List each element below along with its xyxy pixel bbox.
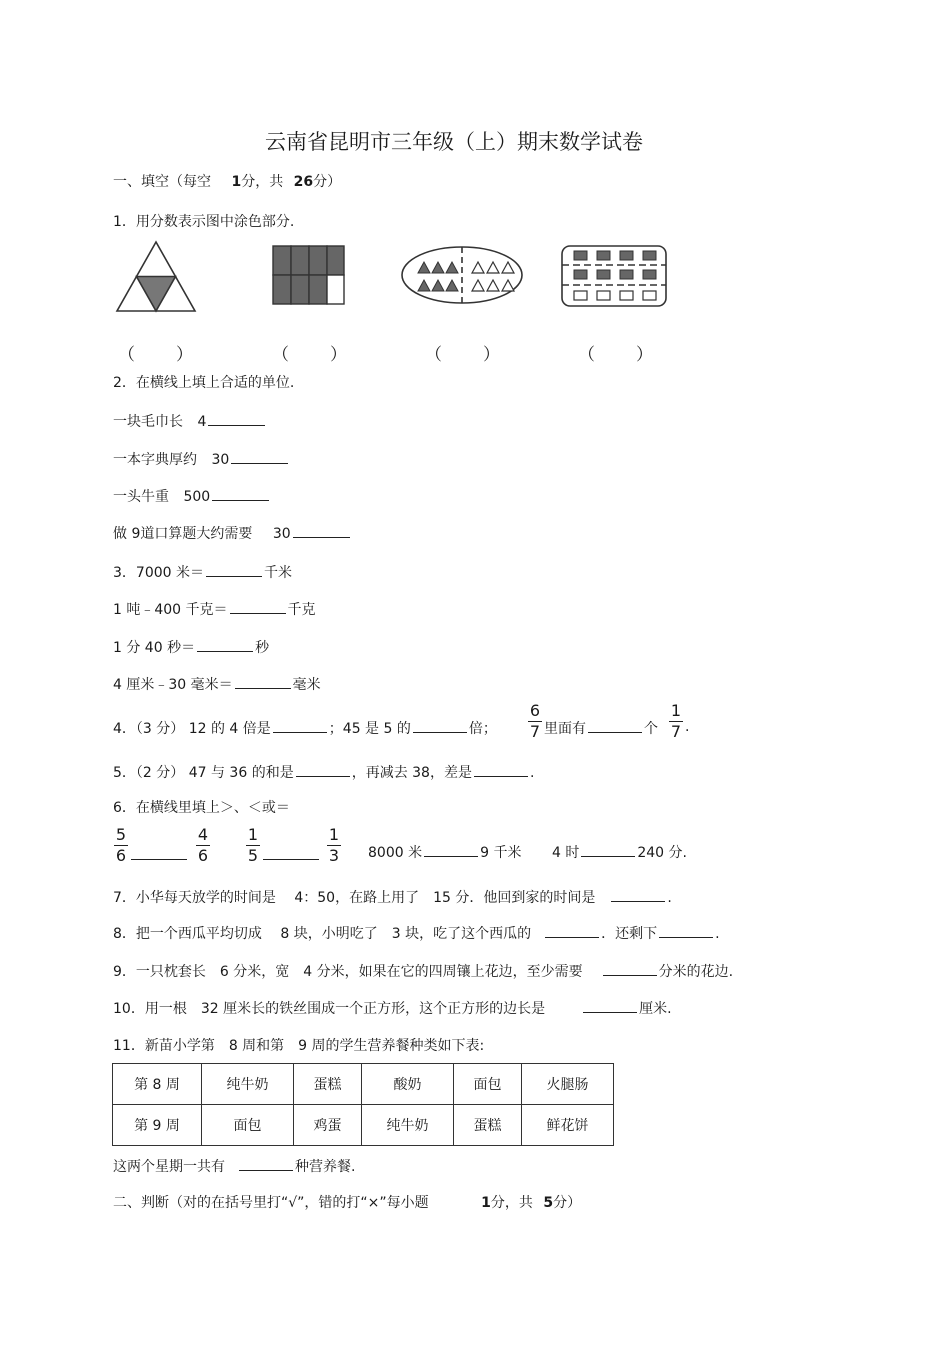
q6-fraction-4 — [326, 827, 342, 864]
q2-item-label: 一头牛重 — [113, 489, 169, 505]
answer-blank[interactable] — [206, 562, 262, 577]
answer-blank[interactable] — [208, 411, 265, 426]
fraction-numerator: 4 — [197, 825, 209, 844]
q2-item-value: 4 — [197, 414, 207, 430]
q2-item-label: 一块毛巾长 — [113, 414, 183, 430]
q3-pre: 1 吨﹣400 千克＝ — [113, 602, 228, 618]
q8-part-c: . — [715, 926, 720, 942]
page-title: 云南省昆明市三年级（上）期末数学试卷 — [265, 130, 643, 154]
q4-end: . — [685, 719, 690, 735]
answer-blank[interactable] — [239, 1156, 293, 1171]
q7-part-b: . — [667, 890, 672, 906]
answer-blank[interactable] — [413, 718, 467, 733]
q2-item-1 — [113, 411, 267, 431]
q4-part-a: 4．（3 分） 12 的 4 倍是 — [113, 721, 271, 737]
q3-post: 千克 — [287, 602, 316, 618]
q1-figures — [0, 238, 950, 318]
section-1-head: 一、填空（每空 — [113, 174, 211, 190]
section-1-total: 26 — [293, 174, 314, 190]
answer-paren-4-left: （ — [578, 345, 595, 365]
answer-blank[interactable] — [581, 842, 635, 857]
answer-paren-2-right: ） — [330, 345, 347, 365]
section-2-points: 1 — [481, 1195, 491, 1211]
q4-part-c: 倍； — [468, 721, 497, 737]
table-cell: 第 8 周 — [113, 1064, 202, 1105]
table-cell: 第 9 周 — [113, 1105, 202, 1146]
q10-part-a: 10．用一根 32 厘米长的铁丝围成一个正方形，这个正方形的边长是 — [113, 1001, 546, 1017]
table-cell: 蛋糕 — [454, 1105, 522, 1146]
fraction-numerator: 5 — [115, 825, 127, 844]
section-2-head: 二、判断（对的在括号里打“√”，错的打“×”每小题 — [113, 1195, 429, 1211]
q3-pre: 3．7000 米＝ — [113, 565, 204, 581]
q6-c3-left: 8000 米 — [368, 845, 423, 861]
q3-post: 毫米 — [292, 677, 321, 693]
q2-item-label: 一本字典厚约 — [113, 452, 197, 468]
table-row — [113, 1105, 614, 1146]
answer-blank[interactable] — [263, 845, 319, 860]
q4-part-b: ；45 是 5 的 — [328, 721, 411, 737]
answer-blank[interactable] — [212, 486, 269, 501]
q9-part-a: 9．一只枕套长 6 分米，宽 4 分米，如果在它的四周镶上花边，至少需要 — [113, 964, 583, 980]
q6-c4-left: 4 时 — [552, 845, 580, 861]
q4-part-d: 里面有 — [544, 721, 586, 737]
q6-c4-right: 240 分. — [637, 845, 687, 861]
q3-post: 千米 — [264, 565, 292, 581]
q5-part-b: ，再减去 38，差是 — [351, 765, 472, 781]
q7-part-a: 7．小华每天放学的时间是 4：50，在路上用了 15 分．他回到家的时间是 — [113, 890, 596, 906]
fraction-numerator: 1 — [247, 825, 259, 844]
fraction-denominator: 3 — [328, 846, 340, 865]
q9-part-b: 分米的花边. — [658, 964, 734, 980]
q6-c3-right: 9 千米 — [480, 845, 522, 861]
question-11: 11．新苗小学第 8 周和第 9 周的学生营养餐种类如下表: — [113, 1038, 485, 1054]
q2-item-4 — [113, 523, 352, 543]
question-9 — [113, 961, 733, 981]
q3-item-3 — [113, 637, 269, 657]
answer-blank[interactable] — [235, 674, 291, 689]
answer-blank[interactable] — [230, 599, 286, 614]
lunch-table — [112, 1063, 614, 1146]
question-8 — [113, 923, 720, 943]
table-cell: 面包 — [202, 1105, 294, 1146]
fraction-denominator: 6 — [197, 846, 209, 865]
q3-item-1 — [113, 562, 292, 582]
section-1-tail: 分） — [313, 174, 342, 190]
fraction-denominator: 7 — [529, 722, 541, 741]
q11-followup — [113, 1156, 355, 1176]
question-4 — [113, 718, 497, 738]
fraction-denominator: 7 — [670, 722, 682, 741]
answer-blank[interactable] — [296, 762, 350, 777]
question-6: 6．在横线里填上＞、＜或＝ — [113, 800, 290, 816]
q2-item-3 — [113, 486, 271, 506]
q3-item-2 — [113, 599, 316, 619]
q5-part-c: . — [529, 765, 535, 781]
answer-blank[interactable] — [588, 718, 642, 733]
q11-after-b: 种营养餐. — [295, 1159, 356, 1175]
answer-blank[interactable] — [424, 842, 478, 857]
q3-pre: 1 分 40 秒＝ — [113, 640, 196, 656]
section-1-points: 1 — [231, 174, 242, 190]
section-1-header — [113, 173, 341, 191]
q10-part-b: 厘米. — [639, 1001, 672, 1017]
q3-pre: 4 厘米﹣30 毫米＝ — [113, 677, 233, 693]
table-cell: 鲜花饼 — [522, 1105, 614, 1146]
q2-item-value: 500 — [183, 489, 211, 505]
q2-item-value: 30 — [211, 452, 230, 468]
q3-item-4 — [113, 674, 321, 694]
ellipse-figure — [402, 247, 522, 303]
answer-paren-3-right: ） — [483, 345, 500, 365]
q2-item-label: 做 9道口算题大约需要 — [113, 526, 253, 542]
q6-fraction-3 — [245, 827, 261, 864]
q6-fraction-1 — [113, 827, 129, 864]
q6-compare-3 — [368, 842, 521, 862]
answer-blank[interactable] — [583, 998, 637, 1013]
q2-item-value: 30 — [272, 526, 291, 542]
q8-part-b: ．还剩下 — [601, 926, 658, 942]
answer-blank[interactable] — [197, 637, 253, 652]
q3-post: 秒 — [255, 640, 270, 656]
q2-item-2 — [113, 449, 290, 469]
question-2: 2．在横线上填上合适的单位. — [113, 375, 295, 391]
answer-paren-2-left: （ — [272, 345, 289, 365]
section-2-header — [113, 1194, 581, 1212]
table-row — [113, 1064, 614, 1105]
answer-blank[interactable] — [545, 923, 599, 938]
table-cell: 纯牛奶 — [362, 1105, 454, 1146]
fraction-denominator: 6 — [115, 846, 127, 865]
q4-tail — [544, 718, 658, 738]
answer-paren-1-left: （ — [118, 345, 135, 365]
table-cell: 火腿肠 — [522, 1064, 614, 1105]
table-cell: 酸奶 — [362, 1064, 454, 1105]
question-7 — [113, 887, 672, 907]
table-cell: 纯牛奶 — [202, 1064, 294, 1105]
section-2-mid: 分，共 — [490, 1195, 533, 1211]
table-cell: 蛋糕 — [294, 1064, 362, 1105]
answer-blank[interactable] — [611, 887, 665, 902]
section-2-total: 5 — [543, 1195, 554, 1211]
section-2-tail: 分） — [553, 1195, 582, 1211]
fraction-numerator: 1 — [670, 701, 682, 720]
q5-part-a: 5．（2 分） 47 与 36 的和是 — [113, 765, 294, 781]
q4-fraction-2 — [668, 703, 684, 740]
table-cell: 面包 — [454, 1064, 522, 1105]
answer-blank[interactable] — [231, 449, 288, 464]
answer-blank[interactable] — [603, 961, 657, 976]
answer-blank[interactable] — [474, 762, 528, 777]
question-10 — [113, 998, 672, 1018]
q4-part-e: 个 — [644, 721, 658, 737]
answer-paren-3-left: （ — [425, 345, 442, 365]
q6-compare-4 — [552, 842, 687, 862]
q6-fraction-2 — [195, 827, 211, 864]
question-1: 1．用分数表示图中涂色部分. — [113, 214, 295, 230]
q11-after-a: 这两个星期一共有 — [113, 1159, 225, 1175]
fraction-numerator: 6 — [529, 701, 541, 720]
answer-paren-4-right: ） — [636, 345, 653, 365]
grid-figure — [273, 246, 344, 304]
answer-blank[interactable] — [293, 523, 350, 538]
answer-blank[interactable] — [659, 923, 713, 938]
answer-blank[interactable] — [131, 845, 187, 860]
answer-blank[interactable] — [273, 718, 327, 733]
question-5 — [113, 762, 534, 782]
fraction-numerator: 1 — [328, 825, 340, 844]
q8-part-a: 8．把一个西瓜平均切成 8 块，小明吃了 3 块，吃了这个西瓜的 — [113, 926, 532, 942]
q4-fraction-1 — [527, 703, 543, 740]
fraction-denominator: 5 — [247, 846, 259, 865]
triangle-figure — [117, 242, 195, 311]
table-cell: 鸡蛋 — [294, 1105, 362, 1146]
section-1-mid: 分，共 — [241, 174, 284, 190]
squares-figure — [562, 246, 666, 306]
answer-paren-1-right: ） — [176, 345, 193, 365]
